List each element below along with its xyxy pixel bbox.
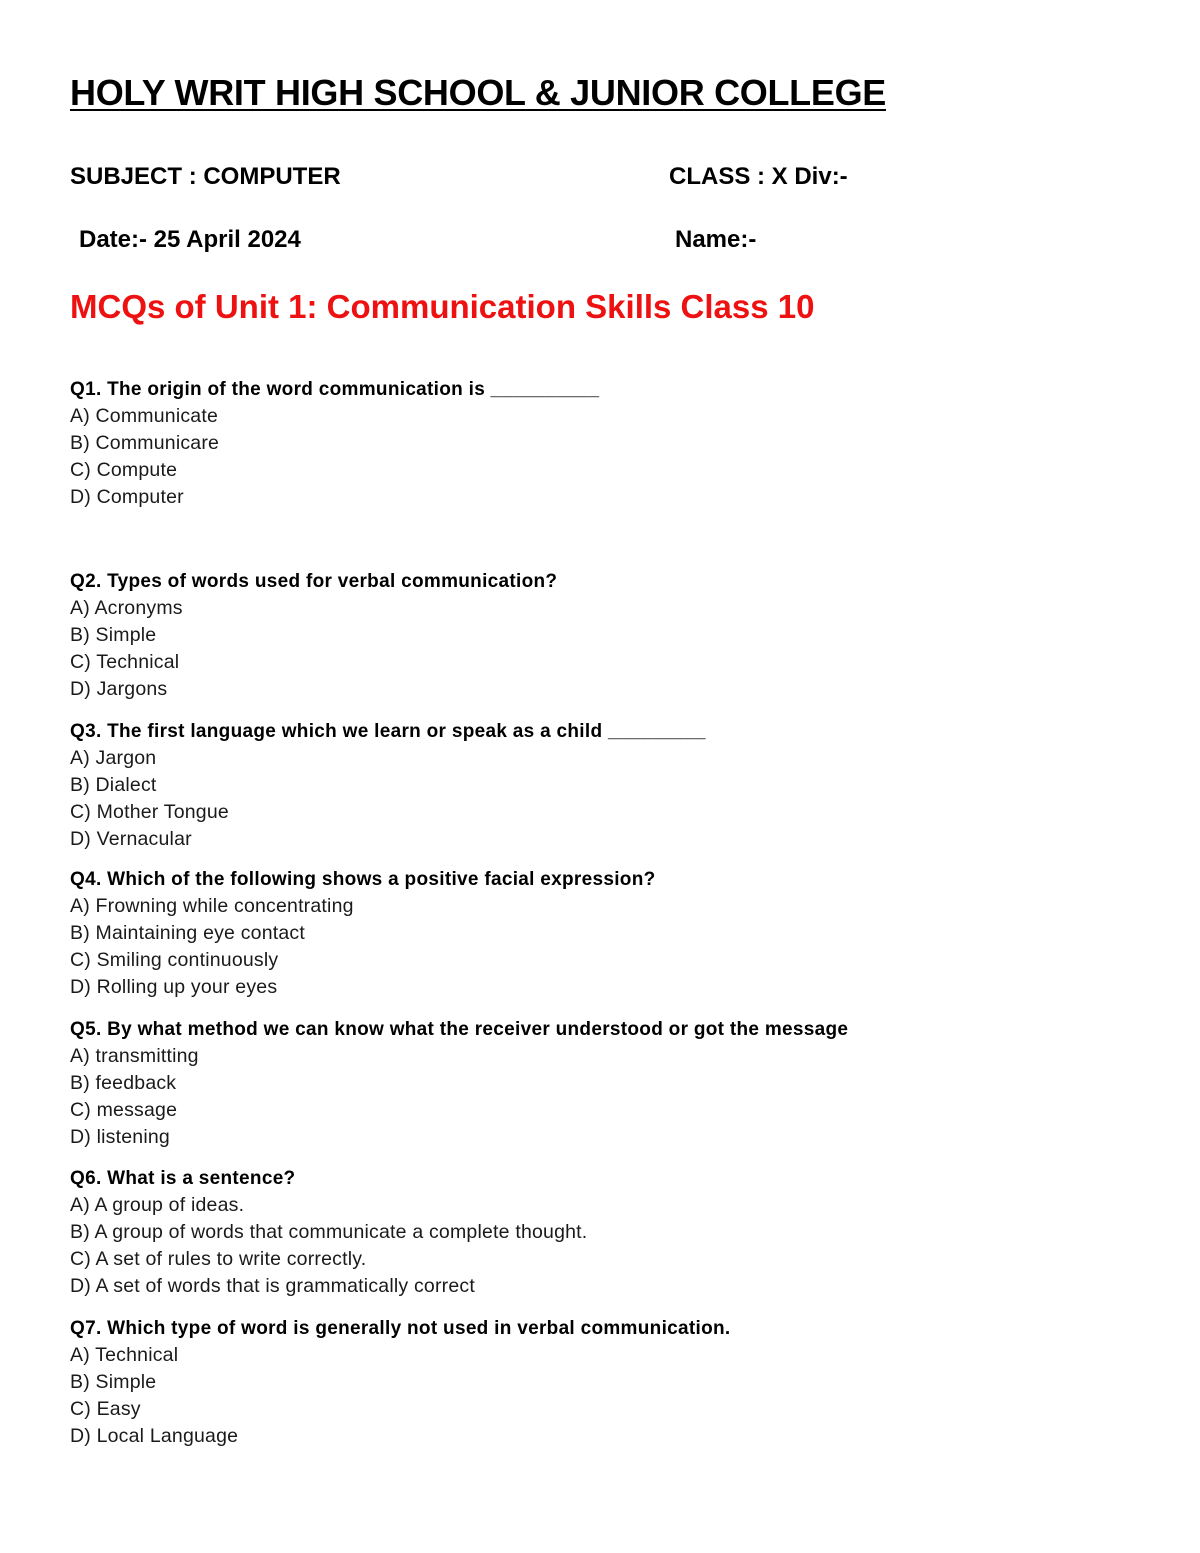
question-text: Q5. By what method we can know what the receiver understood or got the message <box>70 1019 849 1040</box>
date-label: Date:- 25 April 2024 <box>79 226 301 253</box>
option-d: D) listening <box>70 1126 170 1148</box>
option-c: C) A set of rules to write correctly. <box>70 1248 367 1270</box>
name-label: Name:- <box>675 226 757 253</box>
option-c: C) Mother Tongue <box>70 801 229 823</box>
question-text: Q4. Which of the following shows a positive facial expression? <box>70 869 656 890</box>
question-text: Q2. Types of words used for verbal communication? <box>70 571 558 592</box>
class-div-label: CLASS : X Div:- <box>669 163 848 190</box>
question-block-1 <box>70 376 599 511</box>
question-block-4 <box>70 866 656 1001</box>
option-a: A) A group of ideas. <box>70 1194 245 1216</box>
question-text: Q1. The origin of the word communication is __________ <box>70 379 600 400</box>
option-a: A) Acronyms <box>70 597 183 619</box>
option-b: B) A group of words that communicate a complete thought. <box>70 1221 588 1243</box>
option-b: B) Maintaining eye contact <box>70 922 305 944</box>
option-a: A) Technical <box>70 1344 179 1366</box>
option-a: A) transmitting <box>70 1045 199 1067</box>
question-block-3 <box>70 718 706 853</box>
option-a: A) Frowning while concentrating <box>70 895 354 917</box>
question-text: Q7. Which type of word is generally not used in verbal communication. <box>70 1318 731 1339</box>
option-b: B) feedback <box>70 1072 177 1094</box>
option-c: C) Technical <box>70 651 180 673</box>
option-d: D) Rolling up your eyes <box>70 976 278 998</box>
option-b: B) Simple <box>70 1371 157 1393</box>
question-text: Q3. The first language which we learn or speak as a child _________ <box>70 721 706 742</box>
option-d: D) Computer <box>70 486 184 508</box>
mcq-heading: MCQs of Unit 1: Communication Skills Class 10 <box>70 288 815 325</box>
option-d: D) Local Language <box>70 1425 239 1447</box>
option-c: C) Easy <box>70 1398 141 1420</box>
option-d: D) A set of words that is grammatically correct <box>70 1275 475 1297</box>
option-a: A) Communicate <box>70 405 219 427</box>
option-c: C) Compute <box>70 459 178 481</box>
question-block-6 <box>70 1165 587 1300</box>
option-b: B) Dialect <box>70 774 157 796</box>
option-b: B) Communicare <box>70 432 220 454</box>
option-d: D) Jargons <box>70 678 168 700</box>
option-c: C) message <box>70 1099 178 1121</box>
subject-label: SUBJECT : COMPUTER <box>70 163 341 190</box>
option-b: B) Simple <box>70 624 157 646</box>
option-c: C) Smiling continuously <box>70 949 279 971</box>
question-block-7 <box>70 1315 730 1450</box>
question-block-2 <box>70 568 557 703</box>
school-title: HOLY WRIT HIGH SCHOOL & JUNIOR COLLEGE <box>70 72 887 113</box>
question-block-5 <box>70 1016 848 1151</box>
question-text: Q6. What is a sentence? <box>70 1168 296 1189</box>
option-a: A) Jargon <box>70 747 157 769</box>
option-d: D) Vernacular <box>70 828 192 850</box>
